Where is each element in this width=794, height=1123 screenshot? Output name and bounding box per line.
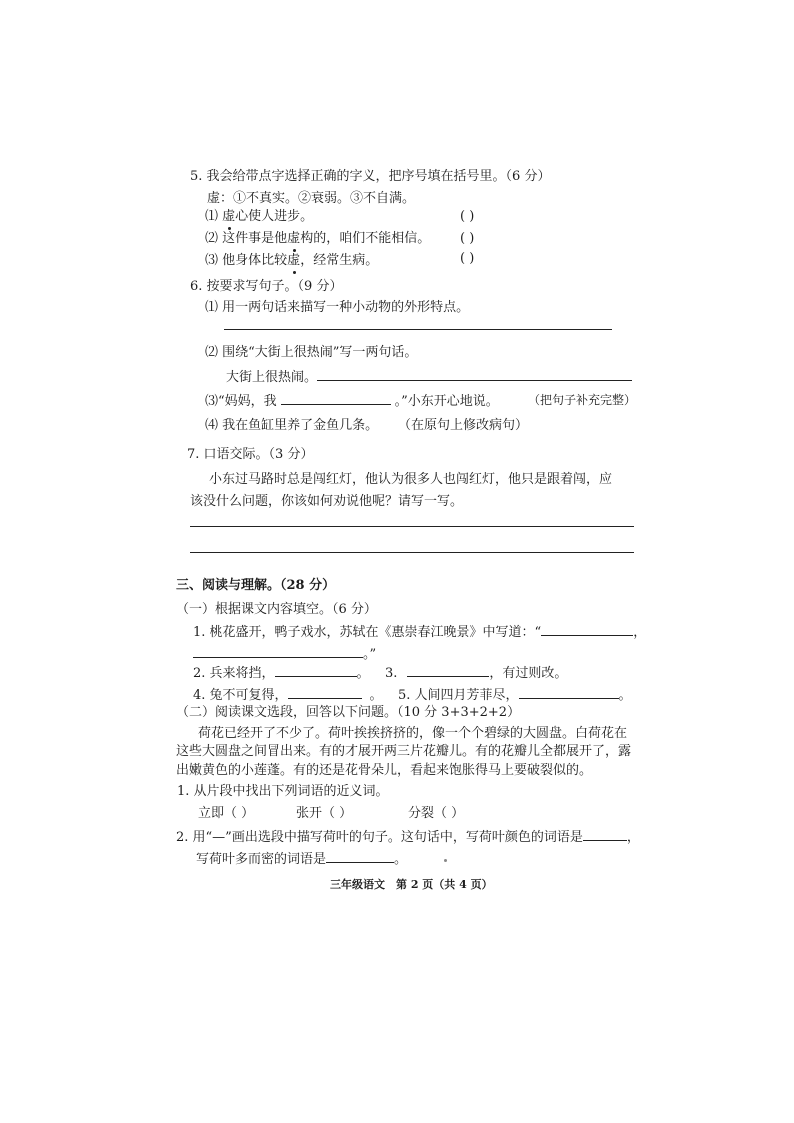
fill-item-1 bbox=[193, 621, 646, 642]
item-number: ⑴ bbox=[205, 209, 219, 224]
fill-item-4-text: 4. 兔不可复得， bbox=[193, 688, 288, 703]
q6-item-3-note: （把句子补充完整） bbox=[528, 393, 637, 407]
reading-q2-comma: ， bbox=[626, 830, 640, 845]
reading-q2-blank-color[interactable] bbox=[583, 826, 627, 841]
q6-item-1: ⑴ 用一两句话来描写一种小动物的外形特点。 bbox=[205, 300, 470, 315]
q7-title: 7. 口语交际。（3 分） bbox=[187, 447, 314, 462]
page-footer: 三年级语文 第 2 页（共 4 页） bbox=[330, 878, 493, 891]
fill-item-2-blank[interactable] bbox=[275, 662, 357, 677]
q6-item-3-start: ⑶“妈妈，我 bbox=[205, 394, 277, 409]
q5-answer-paren-3[interactable]: ( ) bbox=[460, 251, 475, 266]
passage-line-1: 荷花已经开了不少了。荷叶挨挨挤挤的，像一个个碧绿的大圆盘。白荷花在 bbox=[198, 726, 628, 741]
q6-item-1-answer-line[interactable] bbox=[224, 329, 612, 330]
synonym-1[interactable]: 立即（ ） bbox=[198, 806, 255, 821]
scan-speck bbox=[444, 859, 447, 862]
reading-q2-end: 。 bbox=[394, 852, 408, 867]
dotted-char: 虚 bbox=[287, 231, 301, 246]
fill-item-5 bbox=[398, 684, 632, 705]
fill-item-1-end: 。” bbox=[363, 647, 377, 662]
dotted-char: 虚 bbox=[222, 209, 236, 224]
reading-q2-text: 2. 用“—”画出选段中描写荷叶的句子。这句话中，写荷叶颜色的词语是 bbox=[176, 830, 583, 845]
q6-item-2-blank[interactable] bbox=[317, 366, 632, 381]
q5-answer-paren-2[interactable]: ( ) bbox=[460, 231, 475, 246]
reading-q2 bbox=[176, 826, 640, 847]
synonym-3[interactable]: 分裂（ ） bbox=[408, 806, 465, 821]
fill-item-3-num: 3. bbox=[385, 666, 398, 681]
q5-answer-paren-1[interactable]: ( ) bbox=[460, 209, 475, 224]
fill-item-1-comma: ， bbox=[633, 625, 647, 640]
fill-item-3 bbox=[385, 662, 567, 683]
item-text-post: 心使人进步。 bbox=[235, 209, 314, 224]
q5-item-2 bbox=[205, 230, 430, 248]
fill-item-3-blank[interactable] bbox=[407, 662, 489, 677]
synonym-2[interactable]: 张开（ ） bbox=[296, 806, 353, 821]
item-text-post: ，经常生病。 bbox=[300, 253, 379, 268]
q6-item-4-note: （在原句上修改病句） bbox=[398, 418, 529, 433]
q6-item-3-blank[interactable] bbox=[281, 390, 391, 405]
fill-item-3-text: ，有过则改。 bbox=[489, 666, 568, 681]
fill-item-5-end: 。 bbox=[618, 688, 632, 703]
q6-item-3-end: 。”小东开心地说。 bbox=[394, 394, 499, 409]
reading-q2-blank-dense[interactable] bbox=[326, 848, 394, 863]
part-2-title: （二）阅读课文选段，回答以下问题。（10 分 3+3+2+2） bbox=[176, 705, 521, 720]
passage-line-2: 这些大圆盘之间冒出来。有的才展开两三片花瓣儿。有的花瓣儿全都展开了，露 bbox=[176, 744, 632, 759]
fill-item-1-blank-1[interactable] bbox=[541, 621, 633, 636]
q5-char-prefix: 虚： bbox=[207, 191, 234, 206]
fill-item-2-text: 2. 兵来将挡， bbox=[193, 666, 275, 681]
fill-item-2 bbox=[193, 662, 370, 683]
fill-item-4-blank[interactable] bbox=[288, 684, 362, 699]
reading-q1: 1. 从片段中找出下列词语的近义词。 bbox=[177, 784, 389, 799]
fill-item-4 bbox=[193, 684, 383, 705]
item-text-pre: 这件事是他 bbox=[222, 231, 288, 246]
section-3-title: 三、阅读与理解。（28 分） bbox=[176, 578, 336, 593]
q6-item-2-answer bbox=[226, 366, 632, 387]
reading-q2-text-2: 写荷叶多而密的词语是 bbox=[196, 852, 327, 867]
q7-answer-line-2[interactable] bbox=[190, 552, 634, 553]
q5-title: 5. 我会给带点字选择正确的字义，把序号填在括号里。（6 分） bbox=[190, 169, 551, 184]
reading-q2-line-2 bbox=[196, 848, 407, 869]
fill-item-4-end: 。 bbox=[369, 688, 383, 703]
q5-meanings-text: ①不真实。②衰弱。③不自满。 bbox=[233, 191, 416, 206]
q5-item-3 bbox=[205, 252, 378, 270]
fill-item-1-text: 1. 桃花盛开，鸭子戏水，苏轼在《惠崇春江晚景》中写道：“ bbox=[193, 625, 542, 640]
q6-title: 6. 按要求写句子。（9 分） bbox=[190, 279, 343, 294]
item-number: ⑵ bbox=[205, 231, 219, 246]
q6-item-2: ⑵ 围绕“大街上很热闹”写一两句话。 bbox=[205, 345, 418, 360]
part-1-title: （一）根据课文内容填空。（6 分） bbox=[176, 602, 377, 617]
q5-meanings bbox=[207, 190, 415, 208]
q7-answer-line-1[interactable] bbox=[190, 526, 634, 527]
fill-item-5-blank[interactable] bbox=[519, 684, 619, 699]
q7-text-line-2: 该没什么问题，你该如何劝说他呢？请写一写。 bbox=[190, 494, 464, 509]
item-text-post: 构的，咱们不能相信。 bbox=[300, 231, 431, 246]
fill-item-1-blank-2[interactable] bbox=[193, 643, 363, 658]
q5-item-1 bbox=[205, 208, 313, 226]
q6-item-4: ⑷ 我在鱼缸里养了金鱼几条。 bbox=[205, 418, 379, 433]
fill-item-5-text: 5. 人间四月芳菲尽， bbox=[398, 688, 519, 703]
fill-item-2-end: 。 bbox=[356, 666, 370, 681]
fill-item-1-line-2 bbox=[193, 643, 376, 664]
dotted-char: 虚 bbox=[287, 253, 301, 268]
q7-text-line-1: 小东过马路时总是闯红灯，他认为很多人也闯红灯，他只是跟着闯，应 bbox=[209, 472, 613, 487]
passage-line-3: 出嫩黄色的小莲蓬。有的还是花骨朵儿，看起来饱胀得马上要破裂似的。 bbox=[176, 763, 593, 778]
q6-item-2-lead: 大街上很热闹。 bbox=[226, 370, 318, 385]
item-number: ⑶ bbox=[205, 253, 219, 268]
q6-item-3 bbox=[205, 390, 499, 411]
item-text-pre: 他身体比较 bbox=[222, 253, 288, 268]
